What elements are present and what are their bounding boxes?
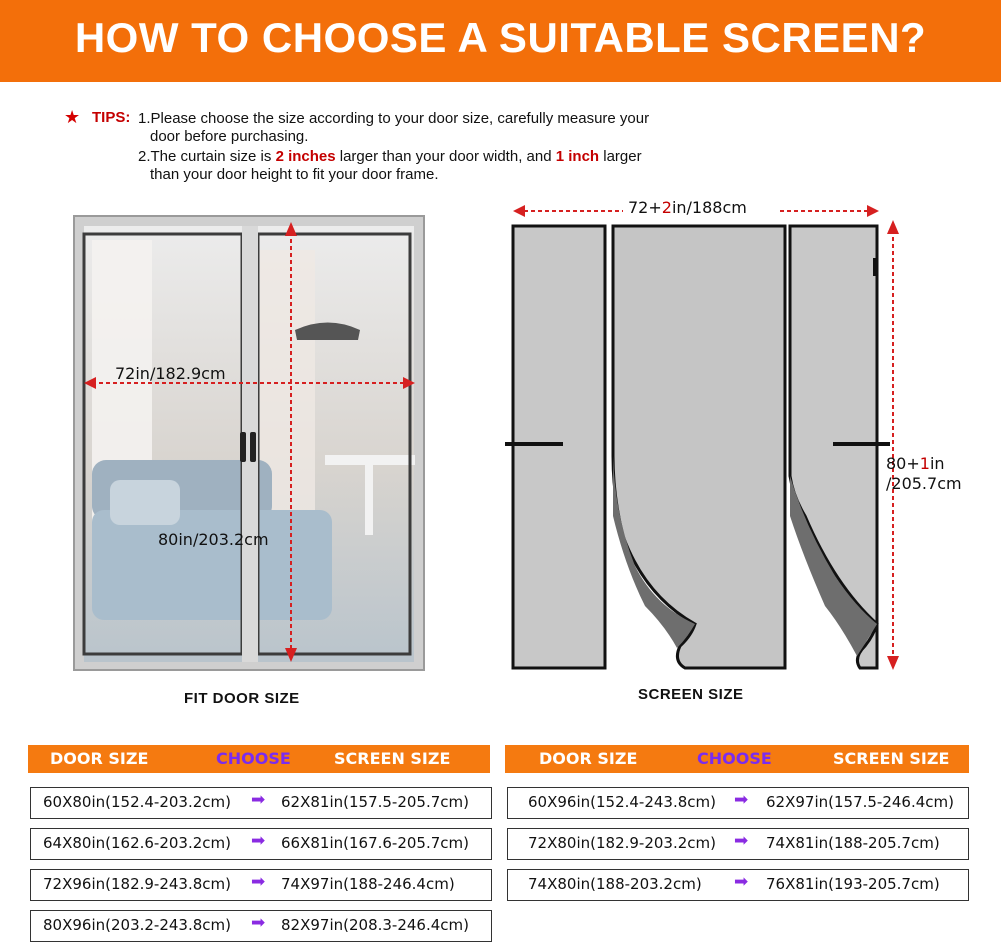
tips-line-3: 2.The curtain size is 2 inches larger than your door width, and 1 inch larger	[138, 148, 642, 165]
screen-width-label: 72+2in/188cm	[628, 198, 747, 217]
header-screen-size: SCREEN SIZE	[334, 749, 451, 768]
arrow-right-icon: ➡	[251, 790, 266, 810]
arrow-right-icon: ➡	[251, 831, 266, 851]
star-icon: ★	[64, 107, 81, 127]
door-height-label: 80in/203.2cm	[158, 530, 269, 549]
header-screen-size: SCREEN SIZE	[833, 749, 950, 768]
arrow-right-icon: ➡	[734, 872, 749, 892]
table-row: 80X96in(203.2-243.8cm) ➡ 82X97in(208.3-246.4cm)	[30, 910, 492, 942]
header-door-size: DOOR SIZE	[50, 749, 149, 768]
tips-line-1: 1.Please choose the size according to your door size, carefully measure your	[138, 110, 650, 127]
header-choose: CHOOSE	[697, 749, 772, 768]
page-title: HOW TO CHOOSE A SUITABLE SCREEN?	[74, 14, 927, 61]
table-row: 72X96in(182.9-243.8cm) ➡ 74X97in(188-246.4cm)	[30, 869, 492, 901]
table-row: 60X96in(152.4-243.8cm) ➡ 62X97in(157.5-246.4cm)	[507, 787, 969, 819]
door-illustration	[70, 210, 430, 675]
arrow-right-icon: ➡	[251, 913, 266, 933]
door-caption: FIT DOOR SIZE	[184, 690, 300, 707]
left-table-header	[28, 745, 490, 773]
table-row: 74X80in(188-203.2cm) ➡ 76X81in(193-205.7cm)	[507, 869, 969, 901]
door-width-label: 72in/182.9cm	[115, 364, 226, 383]
arrow-right-icon: ➡	[251, 872, 266, 892]
screen-height-label: 80+1in /205.7cm	[886, 454, 962, 493]
right-table-header	[505, 745, 969, 773]
header-choose: CHOOSE	[216, 749, 291, 768]
title-banner	[0, 0, 1001, 82]
tips-line-4: than your door height to fit your door frame.	[150, 166, 439, 183]
screen-illustration	[505, 196, 910, 678]
tips-line-2: door before purchasing.	[150, 128, 309, 145]
arrow-right-icon: ➡	[734, 790, 749, 810]
tips-label: TIPS:	[92, 109, 131, 126]
table-row: 64X80in(162.6-203.2cm) ➡ 66X81in(167.6-205.7cm)	[30, 828, 492, 860]
arrow-right-icon: ➡	[734, 831, 749, 851]
table-row: 60X80in(152.4-203.2cm) ➡ 62X81in(157.5-205.7cm)	[30, 787, 492, 819]
screen-caption: SCREEN SIZE	[638, 686, 744, 703]
table-row: 72X80in(182.9-203.2cm) ➡ 74X81in(188-205.7cm)	[507, 828, 969, 860]
header-door-size: DOOR SIZE	[539, 749, 638, 768]
